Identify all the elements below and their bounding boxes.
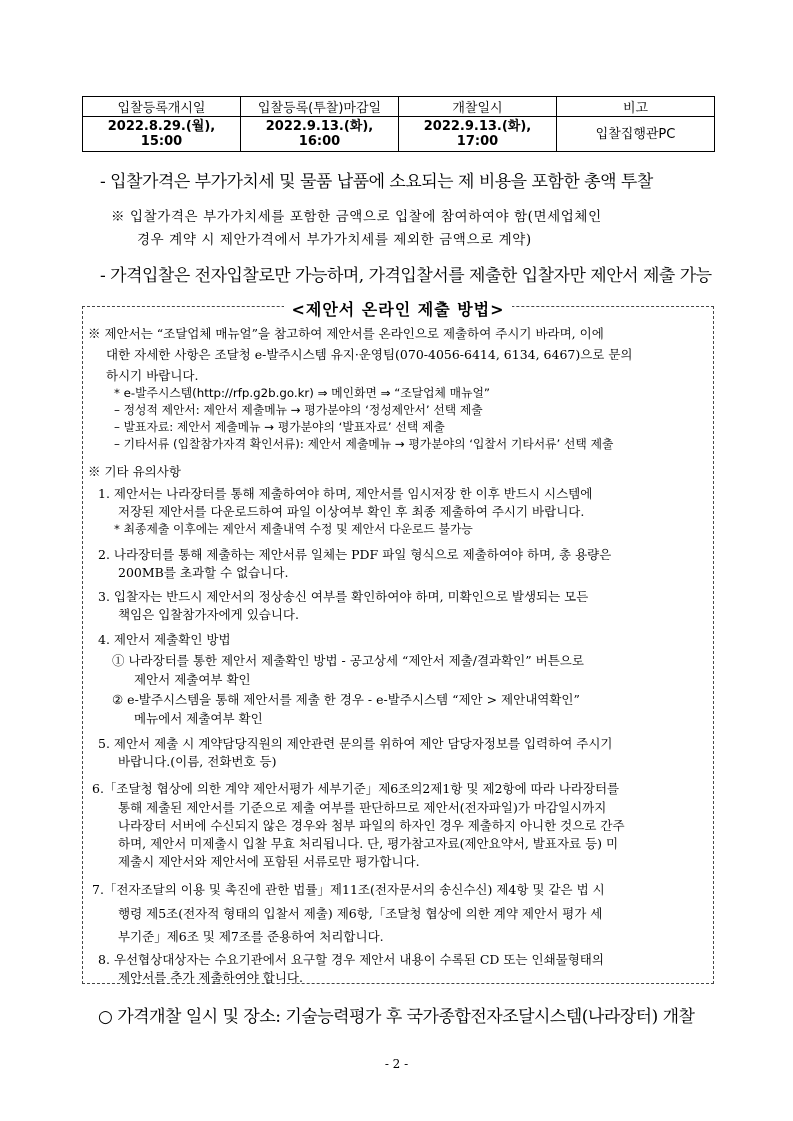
header-registration-start: 입찰등록개시일: [83, 97, 241, 117]
item7-line1: 7.「전자조달의 이용 및 촉진에 관한 법률」제11조(전자문서의 송신수신) 제4항 및 같은 법 시: [92, 882, 605, 897]
sub-qualitative: – 정성적 제안서: 제안서 제출메뉴 → 평가분야의 ‘정성제안서’ 선택 제출: [114, 403, 483, 417]
schedule-header-row: [83, 97, 715, 117]
cell-text: 2022.8.29.(월),: [107, 119, 216, 134]
intro-line1: ※ 제안서는 “조달업체 매뉴얼”을 참고하여 제안서를 온라인으로 제출하여 주시기 바라며, 이에: [88, 326, 604, 341]
item6-line5: 제출시 제안서와 제안서에 포함된 서류로만 평가합니다.: [118, 854, 420, 869]
item4-2-line1: ② e-발주시스템을 통해 제안서를 제출 한 경우 - e-발주시스템 “제안 > 제안내역확인”: [112, 692, 580, 707]
item8-line1: 8. 우선협상대상자는 수요기관에서 요구할 경우 제안서 내용이 수록된 CD 또는 인쇄물형태의: [98, 952, 604, 967]
schedule-table: [82, 96, 715, 152]
item8-line2: 제안서를 추가 제출하여야 합니다.: [118, 970, 303, 985]
sub-other-docs: – 기타서류 (입찰참가자격 확인서류): 제안서 제출메뉴 → 평가분야의 ‘입찰서 기타서류’ 선택 제출: [114, 437, 614, 451]
item6-line1: 6.「조달청 협상에 의한 계약 제안서평가 세부기준」제6조의2제1항 및 제2항에 따라 나라장터를: [92, 781, 620, 796]
header-registration-deadline: 입찰등록(투찰)마감일: [241, 97, 399, 117]
page-number: - 2 -: [384, 1057, 409, 1071]
item4-1-line1: ① 나라장터를 통한 제안서 제출확인 방법 - 공고상세 “제안서 제출/결과확인” 버튼으로: [112, 653, 584, 668]
etc-heading: ※ 기타 유의사항: [88, 464, 181, 479]
note-vat-line2: 경우 계약 시 제안가격에서 부가가치세를 제외한 금액으로 계약): [137, 232, 532, 248]
intro-line2: 대한 자세한 사항은 조달청 e-발주시스템 유지·운영팀(070-4056-6414, 6134, 6467)으로 문의: [106, 347, 633, 362]
cell-registration-start: [83, 117, 241, 152]
item6-line4: 하며, 제안서 미제출시 입찰 무효 처리됩니다. 단, 평가참고자료(제안요약서, 발표자료 등) 미: [118, 836, 619, 851]
bullet-total-price: - 입찰가격은 부가가치세 및 물품 납품에 소요되는 제 비용을 포함한 총액 투찰: [100, 172, 653, 192]
intro-line3: 하시기 바랍니다.: [106, 368, 199, 383]
item1-note: * 최종제출 이후에는 제안서 제출내역 수정 및 제안서 다운로드 불가능: [114, 522, 473, 536]
note-vat-line1: ※ 입찰가격은 부가가치세를 포함한 금액으로 입찰에 참여하여야 함(면세업체인: [111, 209, 602, 225]
sub-presentation: – 발표자료: 제안서 제출메뉴 → 평가분야의 ‘발표자료’ 선택 제출: [114, 420, 445, 434]
sub-ebaljoo: * e-발주시스템(http://rfp.g2b.go.kr) ⇒ 메인화면 ⇒ “조달업체 매뉴얼”: [114, 386, 490, 400]
cell-text: 15:00: [140, 134, 183, 149]
cell-remarks: 입찰집행관PC: [557, 117, 715, 152]
item5-line2: 바랍니다.(이름, 전화번호 등): [118, 754, 277, 769]
cell-text: 16:00: [298, 134, 341, 149]
item3-line1: 3. 입찰자는 반드시 제안서의 정상송신 여부를 확인하여야 하며, 미확인으로 발생되는 모든: [98, 589, 589, 604]
header-remarks: 비고: [557, 97, 715, 117]
item1-line2: 저장된 제안서를 다운로드하여 파일 이상여부 확인 후 최종 제출하여 주시기 바랍니다.: [118, 504, 585, 519]
item4-heading: 4. 제안서 제출확인 방법: [98, 632, 231, 647]
item4-1-line2: 제안서 제출여부 확인: [134, 672, 251, 687]
item3-line2: 책임은 입찰참가자에게 있습니다.: [118, 607, 299, 622]
cell-text: 17:00: [456, 134, 499, 149]
item6-line3: 나라장터 서버에 수신되지 않은 경우와 첨부 파일의 하자인 경우 제출하지 아니한 것으로 간주: [118, 818, 625, 833]
schedule-data-row: [83, 117, 715, 152]
item4-2-line2: 메뉴에서 제출여부 확인: [134, 711, 263, 726]
item6-line2: 통해 제출된 제안서를 기준으로 제출 여부를 판단하므로 제안서(전자파일)가 마감일시까지: [118, 800, 607, 815]
item7-line2: 행령 제5조(전자적 형태의 입찰서 제출) 제6항,「조달청 협상에 의한 계약 제안서 평가 세: [118, 906, 603, 921]
cell-opening-datetime: [399, 117, 557, 152]
cell-registration-deadline: [241, 117, 399, 152]
item2-line1: 2. 나라장터를 통해 제출하는 제안서류 일체는 PDF 파일 형식으로 제출하여야 하며, 총 용량은: [98, 547, 612, 562]
box-title: <제안서 온라인 제출 방법>: [284, 297, 512, 320]
item5-line1: 5. 제안서 제출 시 계약담당직원의 제안관련 문의를 위하여 제안 담당자정보를 입력하여 주시기: [98, 736, 613, 751]
header-opening-datetime: 개찰일시: [399, 97, 557, 117]
bullet-electronic-bid: - 가격입찰은 전자입찰로만 가능하며, 가격입찰서를 제출한 입찰자만 제안서 제출 가능: [100, 266, 712, 286]
cell-text: 2022.9.13.(화),: [265, 119, 374, 134]
cell-text: 2022.9.13.(화),: [423, 119, 532, 134]
item7-line3: 부기준」제6조 및 제7조를 준용하여 처리합니다.: [118, 929, 384, 944]
price-opening-info: ○ 가격개찰 일시 및 장소: 기술능력평가 후 국가종합전자조달시스템(나라장터) 개찰: [98, 1007, 695, 1027]
item2-line2: 200MB를 초과할 수 없습니다.: [118, 565, 289, 580]
item1-line1: 1. 제안서는 나라장터를 통해 제출하여야 하며, 제안서를 임시저장 한 이후 반드시 시스템에: [98, 486, 593, 501]
